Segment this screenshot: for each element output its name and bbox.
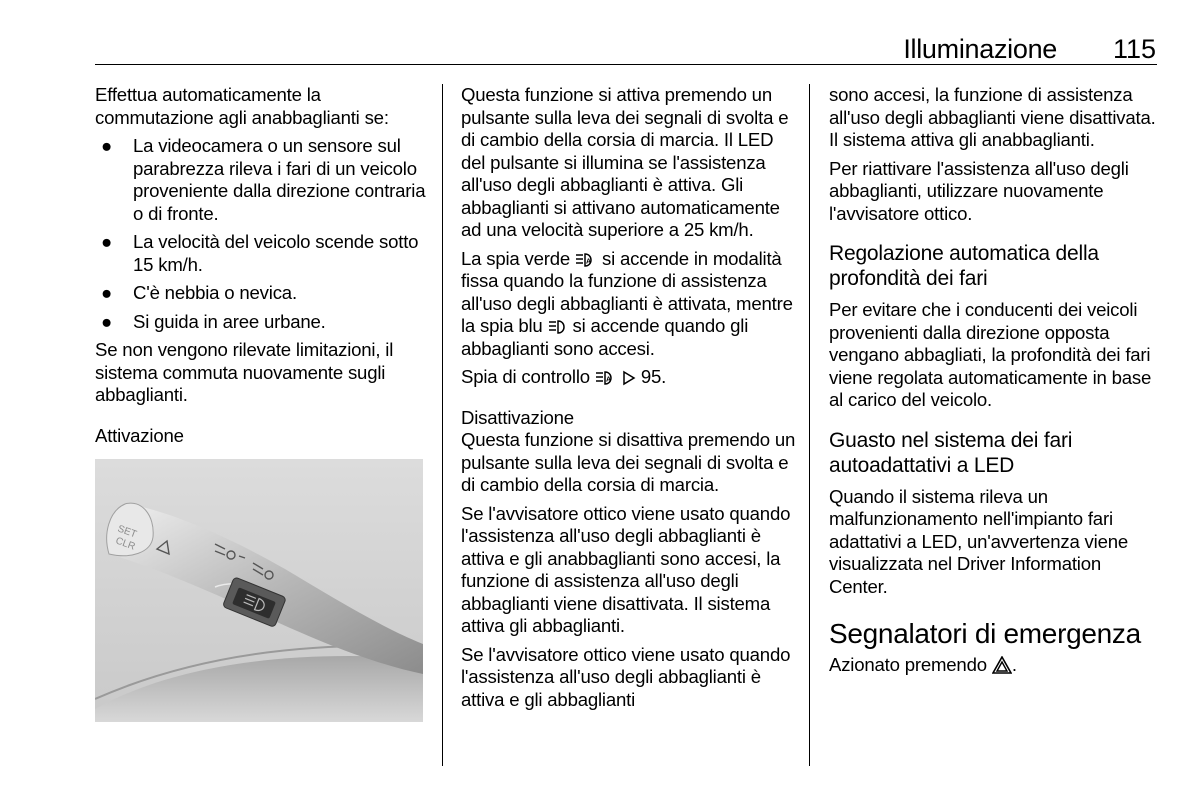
- auto-high-beam-icon: [575, 252, 597, 268]
- flasher-paragraph-1: Se l'avvisatore ottico viene usato quando l'assistenza all'uso degli abbaglianti è attiva e gli anabbaglianti sono accesi, la funzione di assistenza all'uso degli abbaglianti viene disattivata. Il sistema attiva gli abbaglianti.: [461, 502, 791, 636]
- svg-text:A: A: [586, 258, 591, 265]
- list-item: ● La velocità del veicolo scende sotto 15 km/h.: [101, 231, 419, 275]
- column-divider-left: [442, 84, 443, 766]
- hazard-warning-paragraph: Azionato premendo .: [829, 654, 1017, 675]
- hazard-warning-heading: Segnalatori di emergenza: [829, 618, 1141, 649]
- bullet-icon: ●: [101, 135, 113, 156]
- bullet-icon: ●: [101, 282, 113, 303]
- deactivation-paragraph: Questa funzione si disattiva premendo un pulsante sulla leva dei segnali di svolta e di cambio della corsia di marcia.: [461, 429, 796, 495]
- led-fault-paragraph: Quando il sistema rileva un malfunzionamento nell'impianto fari adattativi a LED, un'avvertenza viene visualizzata nel Driver Information Center.: [829, 485, 1128, 597]
- intro-paragraph: Effettua automaticamente la commutazione agli anabbaglianti se:: [95, 84, 389, 128]
- reactivation-paragraph: Per riattivare l'assistenza all'uso degli abbaglianti, utilizzare nuovamente l'avvisatore ottico.: [829, 157, 1129, 224]
- header-rule: [95, 64, 1157, 65]
- svg-text:A: A: [605, 376, 611, 384]
- list-item: ● Si guida in aree urbane.: [101, 310, 326, 332]
- after-bullets-paragraph: Se non vengono rilevate limitazioni, il sistema commuta nuovamente sugli abbaglianti.: [95, 339, 394, 405]
- flasher-paragraph-2: Se l'avvisatore ottico viene usato quando l'assistenza all'uso degli abbaglianti è attiva e gli abbaglianti: [461, 643, 791, 710]
- set-label: SET: [115, 523, 139, 541]
- column-divider-right: [809, 84, 810, 766]
- section-title: Illuminazione: [903, 34, 1057, 64]
- activation-heading: Attivazione: [95, 424, 184, 446]
- column-1: [95, 84, 427, 453]
- headlamp-leveling-paragraph: Per evitare che i conducenti dei veicoli provenienti dalla direzione opposta vengano abbagliati, la profondità dei fari viene regolata automaticamente in base al carico del veicolo.: [829, 299, 1152, 410]
- list-item: ● La videocamera o un sensore sul parabrezza rileva i fari di un veicolo proveniente dalla direzione contraria o di fronte.: [101, 135, 426, 224]
- auto-high-beam-icon: [595, 370, 617, 386]
- list-item: ● C'è nebbia o nevica.: [101, 282, 297, 303]
- indicator-paragraph: La spia verde A si accende in modalità fissa quando la funzione di assistenza all'uso degli abbaglianti è attivata, mentre la spia blu si accende quando gli abbaglianti sono accesi.: [461, 247, 793, 359]
- page-number: 115: [1112, 34, 1156, 64]
- control-light-reference: Spia di controllo A 95.: [461, 366, 667, 387]
- clr-label: CLR: [113, 535, 137, 553]
- conditions-list: [95, 135, 427, 333]
- headlamp-leveling-heading: Regolazione automatica della profondità dei fari: [829, 242, 1099, 290]
- bullet-icon: ●: [101, 231, 113, 252]
- high-beam-icon: [548, 319, 568, 335]
- continuation-paragraph: sono accesi, la funzione di assistenza all'uso degli abbaglianti viene disattivata. Il sistema attiva gli anabbaglianti.: [829, 84, 1156, 150]
- column-2: [461, 84, 796, 717]
- cross-reference-icon[interactable]: [622, 370, 636, 386]
- bullet-icon: ●: [101, 310, 113, 332]
- column-3: [829, 84, 1161, 683]
- led-fault-heading: Guasto nel sistema dei fari autoadattativi a LED: [829, 428, 1073, 477]
- activation-paragraph: Questa funzione si attiva premendo un pulsante sulla leva dei segnali di svolta e di cambio della corsia di marcia. Il LED del pulsante si illumina se l'assistenza all'uso degli abbaglianti è attiva. Gli abbaglianti si attivano automaticamente ad una velocità superiore a 25 km/h.: [461, 84, 789, 240]
- lever-illustration: [95, 459, 423, 722]
- deactivation-heading: Disattivazione: [461, 406, 574, 428]
- hazard-warning-icon: [992, 656, 1012, 674]
